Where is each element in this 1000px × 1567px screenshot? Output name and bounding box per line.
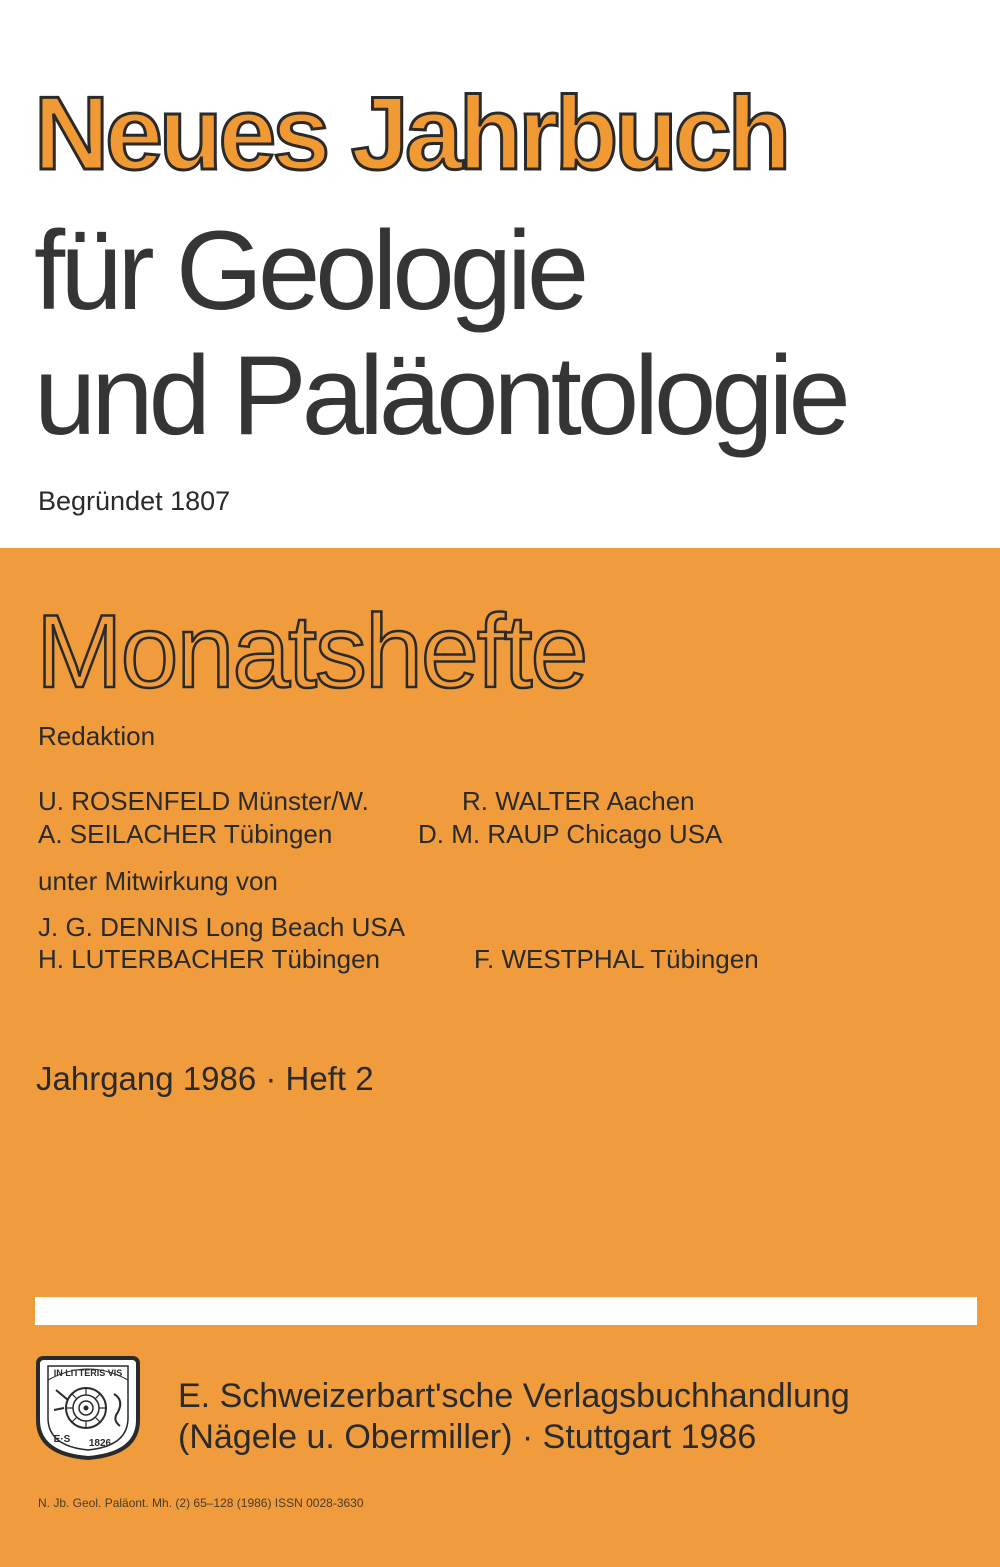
seal-motto: IN LITTERIS VIS [53,1368,123,1378]
editor: U. ROSENFELD Münster/W. [38,786,369,816]
founded-year: Begründet 1807 [38,486,231,516]
publisher-location: (Nägele u. Obermiller) · Stuttgart 1986 [178,1418,757,1456]
contributor: J. G. DENNIS Long Beach USA [38,912,406,942]
seal-year: 1826 [88,1438,112,1449]
redaktion-label: Redaktion [38,721,156,751]
publisher-name: E. Schweizerbart'sche Verlagsbuchhandlung [178,1377,850,1415]
contributor: H. LUTERBACHER Tübingen [38,944,380,974]
mitwirkung-label: unter Mitwirkung von [38,866,278,896]
journal-title-line2: für Geologie [34,208,585,333]
editor: A. SEILACHER Tübingen [38,819,333,849]
series-title: Monatshefte [36,594,587,710]
editor: R. WALTER Aachen [462,786,695,816]
seal-initials: E·S [53,1434,71,1445]
contributor: F. WESTPHAL Tübingen [474,944,759,974]
issue-line: Jahrgang 1986 · Heft 2 [36,1060,374,1097]
citation-line: N. Jb. Geol. Paläont. Mh. (2) 65–128 (1986) ISSN 0028-3630 [38,1496,364,1510]
editor: D. M. RAUP Chicago USA [418,819,723,849]
journal-title-line3: und Paläontologie [34,333,846,458]
publisher-seal-icon [34,1350,142,1462]
white-divider-bar [35,1297,977,1325]
journal-title-line1: Neues Jahrbuch [34,76,788,192]
